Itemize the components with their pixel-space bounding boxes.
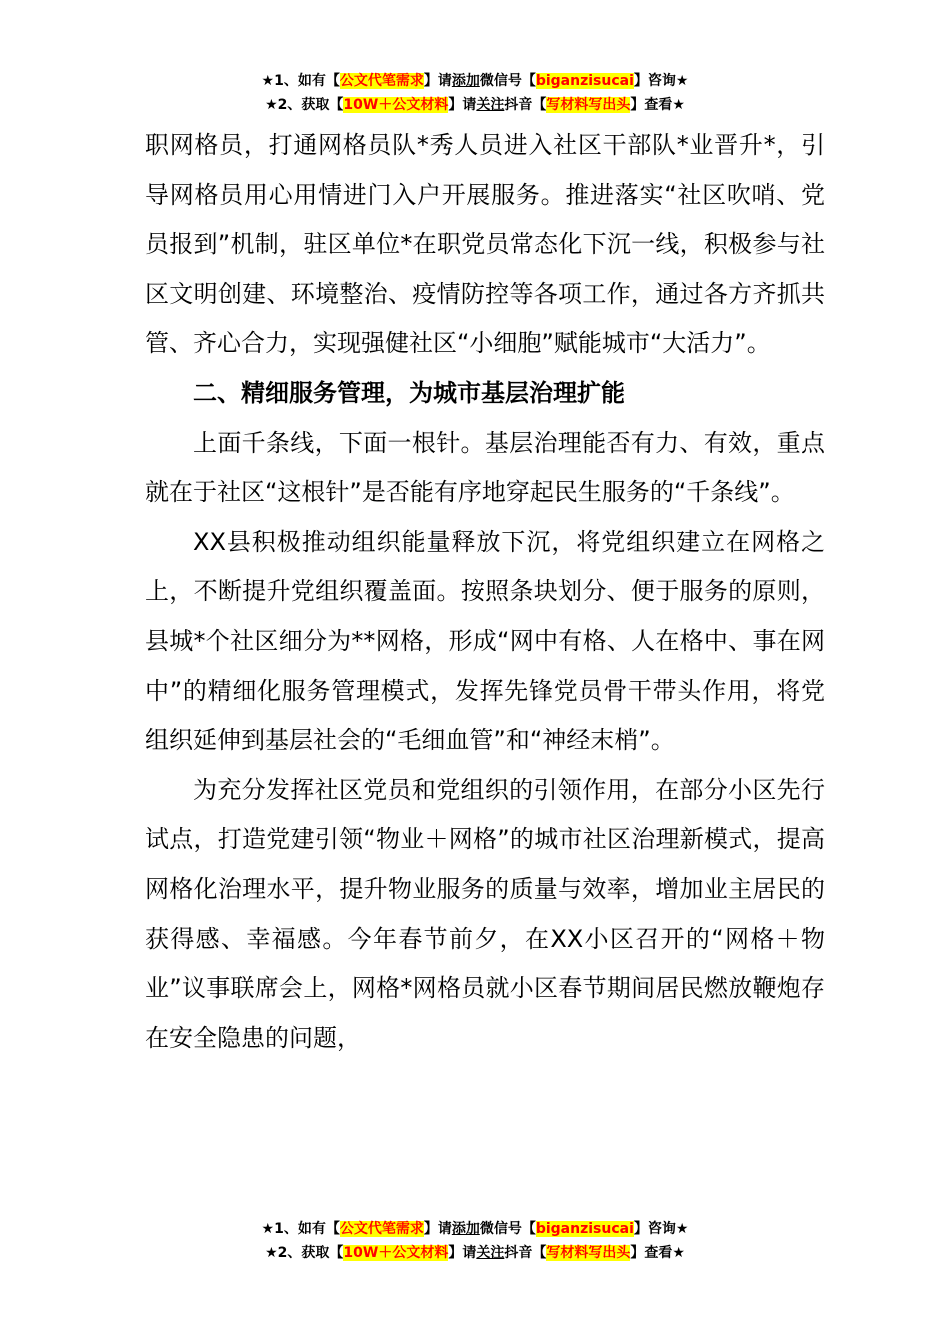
banner-line-2 xyxy=(0,1242,950,1266)
banner-text: 】咨询★ xyxy=(633,1221,689,1237)
banner-underline: 关注 xyxy=(476,97,505,113)
banner-highlight: 公文代笔需求 xyxy=(339,1221,424,1237)
banner-line-1 xyxy=(0,70,950,94)
banner-text: 】请 xyxy=(448,1245,477,1261)
banner-text: 抖音【 xyxy=(504,97,547,113)
banner-text: 】查看★ xyxy=(630,97,685,113)
banner-highlight: 10W＋公文材料 xyxy=(343,1245,449,1261)
banner-douyin-id: 写材料写出头 xyxy=(546,1245,631,1261)
banner-highlight: 公文代笔需求 xyxy=(339,73,424,89)
banner-line-2 xyxy=(0,94,950,118)
paragraph: 为充分发挥社区党员和党组织的引领作用，在部分小区先行试点，打造党建引领“物业＋网格”的城市社区治理新模式，提高网格化治理水平，提升物业服务的质量与效率，增加业主居民的获得感、幸福感。今年春节前夕，在XX小区召开的“网格＋物业”议事联席会上，网格*网格员就小区春节期间居民燃放鞭炮存在安全隐患的问题， xyxy=(145,775,825,1052)
banner-text: 抖音【 xyxy=(504,1245,547,1261)
banner-douyin-id: 写材料写出头 xyxy=(546,97,631,113)
banner-underline: 添加 xyxy=(451,73,480,89)
banner-text: ★2、获取【 xyxy=(265,97,344,113)
banner-text: 】查看★ xyxy=(630,1245,685,1261)
banner-text: 】咨询★ xyxy=(633,73,689,89)
banner-text: ★1、如有【 xyxy=(261,1221,340,1237)
footer-banner xyxy=(0,1218,950,1266)
paragraph: XX县积极推动组织能量释放下沉，将党组织建立在网格之上，不断提升党组织覆盖面。按照条块划分、便于服务的原则，县城*个社区细分为**网格，形成“网中有格、人在格中、事在网中”的精细化服务管理模式，发挥先锋党员骨干带头作用，将党组织延伸到基层社会的“毛细血管”和“神经末梢”。 xyxy=(145,527,825,755)
banner-text: 】请 xyxy=(423,1221,452,1237)
banner-text: 微信号【 xyxy=(479,73,536,89)
section-heading: 二、精细服务管理，为城市基层治理扩能 xyxy=(193,378,625,407)
paragraph: 上面千条线，下面一根针。基层治理能否有力、有效，重点就在于社区“这根针”是否能有序地穿起民生服务的“千条线”。 xyxy=(145,428,825,507)
banner-wechat-id: biganzisucai xyxy=(535,1221,634,1237)
banner-underline: 添加 xyxy=(451,1221,480,1237)
banner-highlight: 10W＋公文材料 xyxy=(343,97,449,113)
banner-wechat-id: biganzisucai xyxy=(535,73,634,89)
banner-text: 】请 xyxy=(448,97,477,113)
banner-underline: 关注 xyxy=(476,1245,505,1261)
banner-text: 】请 xyxy=(423,73,452,89)
paragraph-continued: 职网格员，打通网格员队*秀人员进入社区干部队*业晋升*，引导网格员用心用情进门入户开展服务。推进落实“社区吹哨、党员报到”机制，驻区单位*在职党员常态化下沉一线，积极参与社区文明创建、环境整治、疫情防控等各项工作，通过各方齐抓共管、齐心合力，实现强健社区“小细胞”赋能城市“大活力”。 xyxy=(145,131,825,358)
banner-text: ★2、获取【 xyxy=(265,1245,344,1261)
header-banner xyxy=(0,70,950,118)
banner-line-1 xyxy=(0,1218,950,1242)
banner-text: ★1、如有【 xyxy=(261,73,340,89)
banner-text: 微信号【 xyxy=(479,1221,536,1237)
document-body xyxy=(145,121,825,1063)
